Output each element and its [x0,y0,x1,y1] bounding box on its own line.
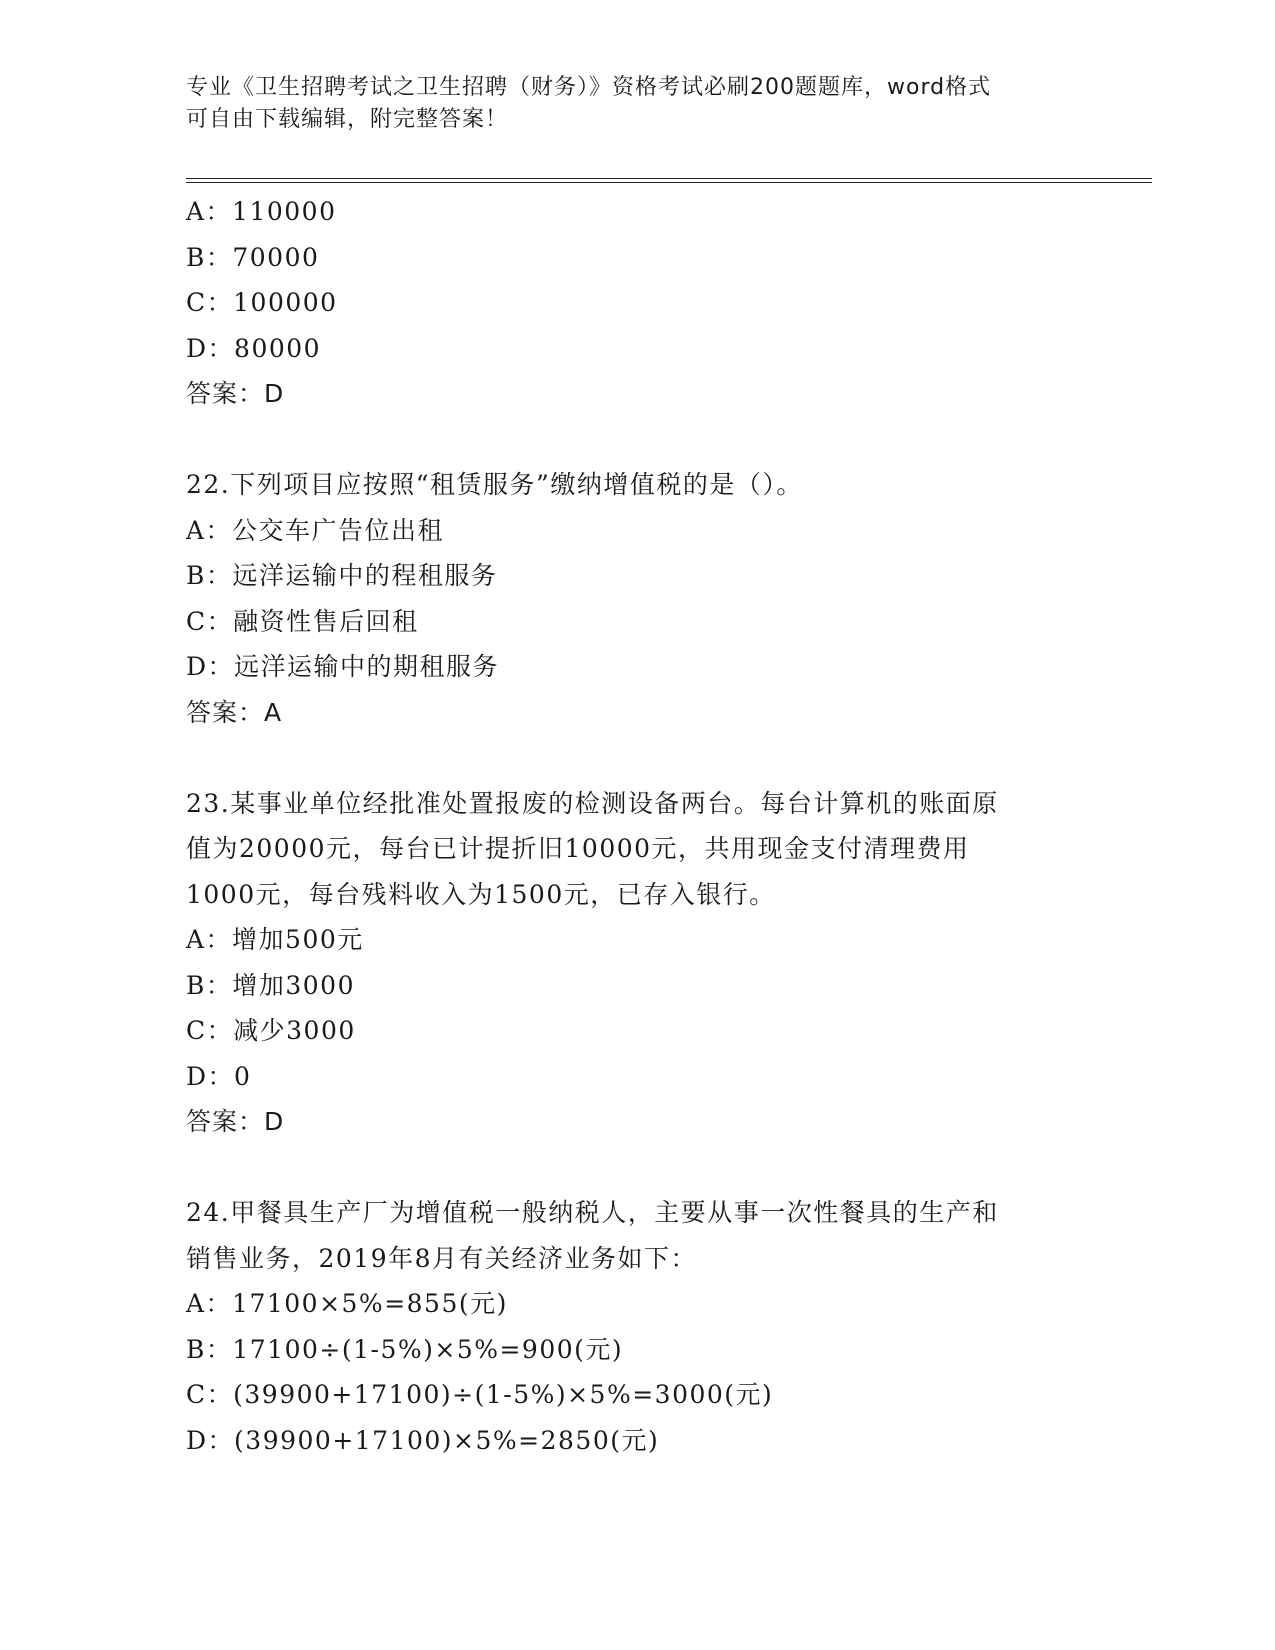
option-a: A：17100×5%=855(元) [186,1289,508,1318]
spacer [186,735,1086,781]
option-a: A：110000 [186,197,337,226]
option-b: B：17100÷(1-5%)×5%=900(元) [186,1334,624,1364]
answer: 答案：A [186,697,283,727]
header-line-2: 可自由下载编辑，附完整答案！ [186,107,509,132]
option-a: A：增加500元 [186,925,364,954]
option-c: C：(39900+17100)÷(1-5%)×5%=3000(元) [186,1380,774,1409]
option-c: C：100000 [186,288,338,317]
option-b: B：远洋运输中的程租服务 [186,561,498,590]
option-c: C：减少3000 [186,1016,356,1045]
question-21 [186,189,1086,417]
header-divider-bottom [186,182,1152,183]
answer: 答案：D [186,1107,285,1136]
question-stem-line-1: 24.甲餐具生产厂为增值税一般纳税人，主要从事一次性餐具的生产和 [186,1198,999,1227]
header-divider-top [186,178,1152,179]
question-stem-line-1: 23.某事业单位经批准处置报废的检测设备两台。每台计算机的账面原 [186,788,999,818]
document-header [186,72,1066,136]
question-list [186,189,1086,1463]
header-line-1: 专业《卫生招聘考试之卫生招聘（财务）》资格考试必刷200题题库，word格式 [186,75,992,100]
spacer [186,417,1086,463]
question-24 [186,1190,1086,1463]
option-b: B：增加3000 [186,970,355,1000]
option-b: B：70000 [186,242,320,272]
question-23 [186,781,1086,1145]
question-stem-line-2: 销售业务，2019年8月有关经济业务如下： [186,1243,698,1273]
option-c: C：融资性售后回租 [186,606,419,636]
question-stem: 22.下列项目应按照“租赁服务”缴纳增值税的是（）。 [186,470,803,499]
option-a: A：公交车广告位出租 [186,515,445,545]
option-d: D：远洋运输中的期租服务 [186,652,500,681]
question-22 [186,462,1086,735]
question-stem-line-3: 1000元，每台残料收入为1500元，已存入银行。 [186,879,776,909]
option-d: D：(39900+17100)×5%=2850(元) [186,1425,660,1455]
spacer [186,1145,1086,1191]
option-d: D：80000 [186,333,322,363]
question-stem-line-2: 值为20000元，每台已计提折旧10000元，共用现金支付清理费用 [186,834,970,863]
answer: 答案：D [186,379,285,408]
option-d: D：0 [186,1061,252,1091]
